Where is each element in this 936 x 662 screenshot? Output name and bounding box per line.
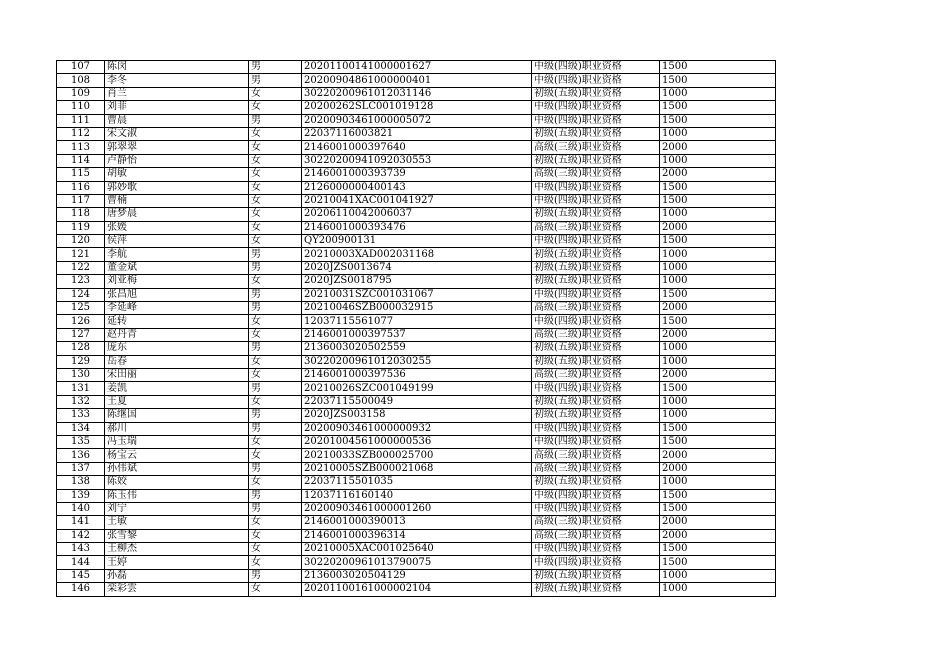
certificate-number-cell[interactable]: 20200903461000001260 <box>302 502 532 515</box>
qualification-level-cell[interactable]: 高级(三级)职业资格 <box>532 462 660 475</box>
name-cell[interactable]: 郭翠翠 <box>105 141 249 154</box>
gender-cell[interactable]: 女 <box>249 141 302 154</box>
gender-cell[interactable]: 女 <box>249 529 302 542</box>
subsidy-amount-cell[interactable]: 1000 <box>660 395 776 408</box>
row-number-cell[interactable]: 119 <box>57 221 105 234</box>
qualification-level-cell[interactable]: 高级(三级)职业资格 <box>532 529 660 542</box>
gender-cell[interactable]: 男 <box>249 382 302 395</box>
table-row <box>57 315 776 328</box>
row-number-cell[interactable]: 109 <box>57 87 105 100</box>
table-row <box>57 502 776 515</box>
certificate-number-cell[interactable]: 2146001000396314 <box>302 529 532 542</box>
table-row <box>57 395 776 408</box>
gender-cell[interactable]: 女 <box>249 543 302 556</box>
qualification-level-cell[interactable]: 初级(五级)职业资格 <box>532 248 660 261</box>
subsidy-amount-cell[interactable]: 2000 <box>660 529 776 542</box>
qualification-level-cell[interactable]: 高级(三级)职业资格 <box>532 368 660 381</box>
qualification-level-cell[interactable]: 初级(五级)职业资格 <box>532 208 660 221</box>
certificate-number-cell[interactable]: 20210003XAD002031168 <box>302 248 532 261</box>
table-row <box>57 342 776 355</box>
certificate-number-cell[interactable]: 22037115501035 <box>302 476 532 489</box>
certificate-number-cell[interactable]: 2020JZS003158 <box>302 409 532 422</box>
gender-cell[interactable]: 男 <box>249 422 302 435</box>
row-number-cell[interactable]: 120 <box>57 235 105 248</box>
name-cell[interactable]: 胡敏 <box>105 168 249 181</box>
row-number-cell[interactable]: 142 <box>57 529 105 542</box>
gender-cell[interactable]: 女 <box>249 181 302 194</box>
row-number-cell[interactable]: 127 <box>57 328 105 341</box>
name-cell[interactable]: 王敏 <box>105 516 249 529</box>
table-row <box>57 248 776 261</box>
table-row <box>57 275 776 288</box>
qualification-level-cell[interactable]: 中级(四级)职业资格 <box>532 315 660 328</box>
name-cell[interactable]: 唐梦晨 <box>105 208 249 221</box>
subsidy-amount-cell[interactable]: 1500 <box>660 382 776 395</box>
name-cell[interactable]: 张昌旭 <box>105 288 249 301</box>
subsidy-amount-cell[interactable]: 2000 <box>660 221 776 234</box>
table-row <box>57 288 776 301</box>
gender-cell[interactable]: 女 <box>249 435 302 448</box>
name-cell[interactable]: 陈玉伟 <box>105 489 249 502</box>
subsidy-amount-cell[interactable]: 1000 <box>660 342 776 355</box>
subsidy-amount-cell[interactable]: 1500 <box>660 543 776 556</box>
certificate-number-cell[interactable]: 22037116003821 <box>302 127 532 140</box>
name-cell[interactable]: 张媛 <box>105 221 249 234</box>
name-cell[interactable]: 姜凯 <box>105 382 249 395</box>
table-row <box>57 114 776 127</box>
subsidy-amount-cell[interactable]: 1500 <box>660 194 776 207</box>
subsidy-amount-cell[interactable]: 1500 <box>660 502 776 515</box>
table-row <box>57 409 776 422</box>
gender-cell[interactable]: 男 <box>249 462 302 475</box>
qualification-level-cell[interactable]: 中级(四级)职业资格 <box>532 382 660 395</box>
table-row <box>57 368 776 381</box>
subsidy-amount-cell[interactable]: 2000 <box>660 168 776 181</box>
certificate-number-cell[interactable]: 20200903461000005072 <box>302 114 532 127</box>
row-number-cell[interactable]: 121 <box>57 248 105 261</box>
name-cell[interactable]: 卢静怡 <box>105 154 249 167</box>
row-number-cell[interactable]: 136 <box>57 449 105 462</box>
certificate-number-cell[interactable]: 2146001000393476 <box>302 221 532 234</box>
certificate-number-cell[interactable]: 2136003020502559 <box>302 342 532 355</box>
name-cell[interactable]: 董金斌 <box>105 261 249 274</box>
certificate-number-cell[interactable]: 30220200941092030553 <box>302 154 532 167</box>
row-number-cell[interactable]: 141 <box>57 516 105 529</box>
qualification-level-cell[interactable]: 初级(五级)职业资格 <box>532 261 660 274</box>
table-row <box>57 382 776 395</box>
gender-cell[interactable]: 男 <box>249 74 302 87</box>
name-cell[interactable]: 李冬 <box>105 74 249 87</box>
gender-cell[interactable]: 女 <box>249 395 302 408</box>
row-number-cell[interactable]: 146 <box>57 583 105 596</box>
row-number-cell[interactable]: 139 <box>57 489 105 502</box>
subsidy-amount-cell[interactable]: 1000 <box>660 87 776 100</box>
name-cell[interactable]: 宋文淑 <box>105 127 249 140</box>
gender-cell[interactable]: 女 <box>249 235 302 248</box>
certificate-number-cell[interactable]: 20210031SZC001031067 <box>302 288 532 301</box>
qualification-level-cell[interactable]: 高级(三级)职业资格 <box>532 141 660 154</box>
name-cell[interactable]: 栾彩雲 <box>105 583 249 596</box>
table-row <box>57 154 776 167</box>
row-number-cell[interactable]: 114 <box>57 154 105 167</box>
subsidy-amount-cell[interactable]: 1500 <box>660 489 776 502</box>
table-row <box>57 61 776 74</box>
certificate-number-cell[interactable]: 20201100161000002104 <box>302 583 532 596</box>
gender-cell[interactable]: 女 <box>249 208 302 221</box>
subsidy-amount-cell[interactable]: 1500 <box>660 315 776 328</box>
subsidy-amount-cell[interactable]: 1000 <box>660 261 776 274</box>
name-cell[interactable]: 赵丹青 <box>105 328 249 341</box>
gender-cell[interactable]: 男 <box>249 114 302 127</box>
qualification-level-cell[interactable]: 高级(三级)职业资格 <box>532 168 660 181</box>
row-number-cell[interactable]: 128 <box>57 342 105 355</box>
certificate-number-cell[interactable]: 20200903461000000932 <box>302 422 532 435</box>
qualification-level-cell[interactable]: 高级(三级)职业资格 <box>532 221 660 234</box>
table-row <box>57 569 776 582</box>
qualification-level-cell[interactable]: 初级(五级)职业资格 <box>532 87 660 100</box>
gender-cell[interactable]: 男 <box>249 302 302 315</box>
qualification-level-cell[interactable]: 中级(四级)职业资格 <box>532 61 660 74</box>
certificate-number-cell[interactable]: 2020JZS0018795 <box>302 275 532 288</box>
name-cell[interactable]: 郝川 <box>105 422 249 435</box>
gender-cell[interactable]: 女 <box>249 127 302 140</box>
table-row <box>57 583 776 596</box>
certificate-number-cell[interactable]: 2146001000397536 <box>302 368 532 381</box>
certificate-number-cell[interactable]: 2126000000400143 <box>302 181 532 194</box>
subsidy-amount-cell[interactable]: 2000 <box>660 328 776 341</box>
row-number-cell[interactable]: 112 <box>57 127 105 140</box>
name-cell[interactable]: 庞东 <box>105 342 249 355</box>
certificate-number-cell[interactable]: 20210033SZB000025700 <box>302 449 532 462</box>
subsidy-amount-cell[interactable]: 1000 <box>660 476 776 489</box>
subsidy-amount-cell[interactable]: 1500 <box>660 556 776 569</box>
certificate-number-cell[interactable]: 20210005SZB000021068 <box>302 462 532 475</box>
row-number-cell[interactable]: 125 <box>57 302 105 315</box>
row-number-cell[interactable]: 145 <box>57 569 105 582</box>
name-cell[interactable]: 李航 <box>105 248 249 261</box>
name-cell[interactable]: 陈姣 <box>105 476 249 489</box>
qualification-level-cell[interactable]: 中级(四级)职业资格 <box>532 114 660 127</box>
gender-cell[interactable]: 女 <box>249 101 302 114</box>
row-number-cell[interactable]: 132 <box>57 395 105 408</box>
certificate-number-cell[interactable]: 2146001000397640 <box>302 141 532 154</box>
subsidy-amount-cell[interactable]: 2000 <box>660 302 776 315</box>
name-cell[interactable]: 刘菲 <box>105 101 249 114</box>
name-cell[interactable]: 郭妙歌 <box>105 181 249 194</box>
table-row <box>57 194 776 207</box>
certificate-number-cell[interactable]: 20210046SZB000032915 <box>302 302 532 315</box>
row-number-cell[interactable]: 124 <box>57 288 105 301</box>
subsidy-amount-cell[interactable]: 1000 <box>660 154 776 167</box>
name-cell[interactable]: 侯萍 <box>105 235 249 248</box>
name-cell[interactable]: 孙磊 <box>105 569 249 582</box>
gender-cell[interactable]: 女 <box>249 583 302 596</box>
gender-cell[interactable]: 男 <box>249 288 302 301</box>
qualification-level-cell[interactable]: 初级(五级)职业资格 <box>532 569 660 582</box>
gender-cell[interactable]: 女 <box>249 194 302 207</box>
qualification-level-cell[interactable]: 中级(四级)职业资格 <box>532 502 660 515</box>
row-number-cell[interactable]: 137 <box>57 462 105 475</box>
certificate-number-cell[interactable]: 22037115500049 <box>302 395 532 408</box>
subsidy-amount-cell[interactable]: 1500 <box>660 114 776 127</box>
table-row <box>57 74 776 87</box>
qualification-level-cell[interactable]: 高级(三级)职业资格 <box>532 516 660 529</box>
qualification-level-cell[interactable]: 高级(三级)职业资格 <box>532 302 660 315</box>
qualification-level-cell[interactable]: 初级(五级)职业资格 <box>532 275 660 288</box>
table-row <box>57 87 776 100</box>
subsidy-amount-cell[interactable]: 1500 <box>660 435 776 448</box>
qualification-level-cell[interactable]: 初级(五级)职业资格 <box>532 476 660 489</box>
row-number-cell[interactable]: 134 <box>57 422 105 435</box>
table-row <box>57 435 776 448</box>
subsidy-amount-cell[interactable]: 1500 <box>660 61 776 74</box>
qualification-level-cell[interactable]: 中级(四级)职业资格 <box>532 489 660 502</box>
row-number-cell[interactable]: 118 <box>57 208 105 221</box>
name-cell[interactable]: 杨宝云 <box>105 449 249 462</box>
name-cell[interactable]: 刘亚梅 <box>105 275 249 288</box>
subsidy-amount-cell[interactable]: 1500 <box>660 235 776 248</box>
row-number-cell[interactable]: 108 <box>57 74 105 87</box>
certificate-number-cell[interactable]: 2146001000390013 <box>302 516 532 529</box>
subsidy-amount-cell[interactable]: 2000 <box>660 516 776 529</box>
gender-cell[interactable]: 女 <box>249 221 302 234</box>
row-number-cell[interactable]: 122 <box>57 261 105 274</box>
gender-cell[interactable]: 男 <box>249 569 302 582</box>
gender-cell[interactable]: 女 <box>249 87 302 100</box>
qualification-level-cell[interactable]: 初级(五级)职业资格 <box>532 342 660 355</box>
qualification-level-cell[interactable]: 中级(四级)职业资格 <box>532 543 660 556</box>
row-number-cell[interactable]: 116 <box>57 181 105 194</box>
certificate-number-cell[interactable]: 12037116160140 <box>302 489 532 502</box>
gender-cell[interactable]: 男 <box>249 248 302 261</box>
name-cell[interactable]: 陈闵 <box>105 61 249 74</box>
qualification-level-cell[interactable]: 初级(五级)职业资格 <box>532 127 660 140</box>
qualification-level-cell[interactable]: 中级(四级)职业资格 <box>532 74 660 87</box>
certificate-number-cell[interactable]: 30220200961012031146 <box>302 87 532 100</box>
row-number-cell[interactable]: 123 <box>57 275 105 288</box>
subsidy-amount-cell[interactable]: 1000 <box>660 569 776 582</box>
row-number-cell[interactable]: 144 <box>57 556 105 569</box>
name-cell[interactable]: 曹晨 <box>105 114 249 127</box>
row-number-cell[interactable]: 131 <box>57 382 105 395</box>
table-row <box>57 476 776 489</box>
certificate-number-cell[interactable]: 20200262SLC001019128 <box>302 101 532 114</box>
table-row <box>57 168 776 181</box>
row-number-cell[interactable]: 133 <box>57 409 105 422</box>
data-table <box>56 60 776 597</box>
subsidy-amount-cell[interactable]: 1500 <box>660 101 776 114</box>
subsidy-amount-cell[interactable]: 1000 <box>660 248 776 261</box>
certificate-number-cell[interactable]: 20201004561000000536 <box>302 435 532 448</box>
row-number-cell[interactable]: 138 <box>57 476 105 489</box>
subsidy-amount-cell[interactable]: 1500 <box>660 74 776 87</box>
table-row <box>57 208 776 221</box>
qualification-level-cell[interactable]: 初级(五级)职业资格 <box>532 154 660 167</box>
table-row <box>57 422 776 435</box>
gender-cell[interactable]: 男 <box>249 409 302 422</box>
qualification-level-cell[interactable]: 中级(四级)职业资格 <box>532 181 660 194</box>
qualification-level-cell[interactable]: 中级(四级)职业资格 <box>532 288 660 301</box>
qualification-level-cell[interactable]: 初级(五级)职业资格 <box>532 583 660 596</box>
table-row <box>57 556 776 569</box>
gender-cell[interactable]: 女 <box>249 516 302 529</box>
gender-cell[interactable]: 女 <box>249 449 302 462</box>
table-row <box>57 543 776 556</box>
table-row <box>57 101 776 114</box>
qualification-level-cell[interactable]: 初级(五级)职业资格 <box>532 395 660 408</box>
qualification-level-cell[interactable]: 高级(三级)职业资格 <box>532 328 660 341</box>
certificate-number-cell[interactable]: 2146001000393739 <box>302 168 532 181</box>
table-row <box>57 328 776 341</box>
row-number-cell[interactable]: 110 <box>57 101 105 114</box>
name-cell[interactable]: 曹楠 <box>105 194 249 207</box>
table-row <box>57 449 776 462</box>
table-row <box>57 181 776 194</box>
gender-cell[interactable]: 女 <box>249 556 302 569</box>
table-row <box>57 302 776 315</box>
subsidy-amount-cell[interactable]: 1000 <box>660 355 776 368</box>
certificate-number-cell[interactable]: 20206110042006037 <box>302 208 532 221</box>
gender-cell[interactable]: 女 <box>249 168 302 181</box>
subsidy-amount-cell[interactable]: 1000 <box>660 275 776 288</box>
table-body <box>57 61 776 597</box>
gender-cell[interactable]: 女 <box>249 355 302 368</box>
certificate-number-cell[interactable]: QY200900131 <box>302 235 532 248</box>
row-number-cell[interactable]: 129 <box>57 355 105 368</box>
name-cell[interactable]: 李延峰 <box>105 302 249 315</box>
subsidy-amount-cell[interactable]: 1000 <box>660 127 776 140</box>
row-number-cell[interactable]: 135 <box>57 435 105 448</box>
row-number-cell[interactable]: 130 <box>57 368 105 381</box>
name-cell[interactable]: 孙伟斌 <box>105 462 249 475</box>
certificate-number-cell[interactable]: 20201100141000001627 <box>302 61 532 74</box>
certificate-number-cell[interactable]: 2136003020504129 <box>302 569 532 582</box>
subsidy-amount-cell[interactable]: 2000 <box>660 462 776 475</box>
certificate-number-cell[interactable]: 2146001000397537 <box>302 328 532 341</box>
name-cell[interactable]: 陈继国 <box>105 409 249 422</box>
gender-cell[interactable]: 男 <box>249 261 302 274</box>
qualification-level-cell[interactable]: 中级(四级)职业资格 <box>532 194 660 207</box>
gender-cell[interactable]: 女 <box>249 476 302 489</box>
subsidy-amount-cell[interactable]: 1500 <box>660 288 776 301</box>
row-number-cell[interactable]: 113 <box>57 141 105 154</box>
subsidy-amount-cell[interactable]: 2000 <box>660 368 776 381</box>
subsidy-amount-cell[interactable]: 1000 <box>660 409 776 422</box>
certificate-number-cell[interactable]: 12037115561077 <box>302 315 532 328</box>
gender-cell[interactable]: 男 <box>249 342 302 355</box>
row-number-cell[interactable]: 111 <box>57 114 105 127</box>
table-row <box>57 261 776 274</box>
table-row <box>57 462 776 475</box>
table-row <box>57 529 776 542</box>
gender-cell[interactable]: 男 <box>249 61 302 74</box>
table-row <box>57 516 776 529</box>
subsidy-amount-cell[interactable]: 1500 <box>660 181 776 194</box>
name-cell[interactable]: 冯玉瑞 <box>105 435 249 448</box>
table-row <box>57 141 776 154</box>
table-row <box>57 127 776 140</box>
name-cell[interactable]: 张雪黎 <box>105 529 249 542</box>
subsidy-amount-cell[interactable]: 1500 <box>660 422 776 435</box>
subsidy-amount-cell[interactable]: 2000 <box>660 449 776 462</box>
qualification-level-cell[interactable]: 中级(四级)职业资格 <box>532 435 660 448</box>
row-number-cell[interactable]: 126 <box>57 315 105 328</box>
table-row <box>57 355 776 368</box>
table-row <box>57 221 776 234</box>
gender-cell[interactable]: 女 <box>249 275 302 288</box>
name-cell[interactable]: 王婷 <box>105 556 249 569</box>
name-cell[interactable]: 王柳杰 <box>105 543 249 556</box>
name-cell[interactable]: 王夏 <box>105 395 249 408</box>
subsidy-amount-cell[interactable]: 1000 <box>660 208 776 221</box>
certificate-number-cell[interactable]: 20210026SZC001049199 <box>302 382 532 395</box>
table-row <box>57 489 776 502</box>
gender-cell[interactable]: 男 <box>249 489 302 502</box>
name-cell[interactable]: 肖兰 <box>105 87 249 100</box>
qualification-level-cell[interactable]: 中级(四级)职业资格 <box>532 556 660 569</box>
subsidy-amount-cell[interactable]: 2000 <box>660 141 776 154</box>
gender-cell[interactable]: 男 <box>249 502 302 515</box>
qualification-level-cell[interactable]: 初级(五级)职业资格 <box>532 355 660 368</box>
gender-cell[interactable]: 女 <box>249 315 302 328</box>
qualification-level-cell[interactable]: 中级(四级)职业资格 <box>532 101 660 114</box>
row-number-cell[interactable]: 117 <box>57 194 105 207</box>
name-cell[interactable]: 刘宁 <box>105 502 249 515</box>
row-number-cell[interactable]: 107 <box>57 61 105 74</box>
gender-cell[interactable]: 女 <box>249 154 302 167</box>
row-number-cell[interactable]: 143 <box>57 543 105 556</box>
certificate-number-cell[interactable]: 20210005XAC001025640 <box>302 543 532 556</box>
table-row <box>57 235 776 248</box>
certificate-number-cell[interactable]: 30220200961013790075 <box>302 556 532 569</box>
qualification-level-cell[interactable]: 中级(四级)职业资格 <box>532 235 660 248</box>
gender-cell[interactable]: 女 <box>249 328 302 341</box>
qualification-level-cell[interactable]: 高级(三级)职业资格 <box>532 449 660 462</box>
certificate-number-cell[interactable]: 30220200961012030255 <box>302 355 532 368</box>
row-number-cell[interactable]: 115 <box>57 168 105 181</box>
gender-cell[interactable]: 女 <box>249 368 302 381</box>
certificate-number-cell[interactable]: 20210041XAC001041927 <box>302 194 532 207</box>
qualification-level-cell[interactable]: 中级(四级)职业资格 <box>532 422 660 435</box>
certificate-number-cell[interactable]: 20200904861000000401 <box>302 74 532 87</box>
row-number-cell[interactable]: 140 <box>57 502 105 515</box>
name-cell[interactable]: 宋田丽 <box>105 368 249 381</box>
name-cell[interactable]: 延转 <box>105 315 249 328</box>
certificate-number-cell[interactable]: 2020JZS0013674 <box>302 261 532 274</box>
subsidy-amount-cell[interactable]: 1000 <box>660 583 776 596</box>
name-cell[interactable]: 岳春 <box>105 355 249 368</box>
qualification-level-cell[interactable]: 初级(五级)职业资格 <box>532 409 660 422</box>
